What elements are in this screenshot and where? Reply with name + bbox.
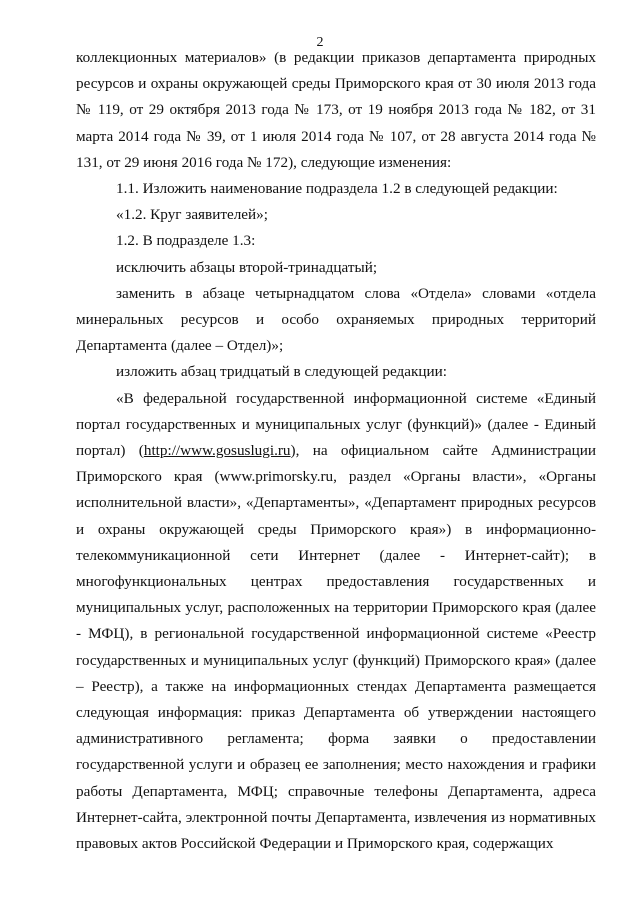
paragraph-new-text-start: «В федеральной государственной информационной системе «Единый портал государственных и муниципальных услуг (функций)» (далее - Единый портал) ( bbox=[76, 389, 596, 460]
paragraph-exclude: исключить абзацы второй-тринадцатый; bbox=[116, 258, 378, 276]
paragraph-new-text-rest: ), на официальном сайте Администрации Приморского края (www.primorsky.ru, раздел «Органы власти», «Органы исполнительной власти», «Департаменты», «Департамент природных ресурсов и охраны окружающей среды Приморского края») в информационно-телекоммуникационной сети Интернет (далее - Интернет-сайт); в многофункциональных центрах предоставления государственных и муниципальных услуг, расположенных на территории Приморского края (далее - МФЦ), в региональной государственной информационной системе «Реестр государственных и муниципальных услуг (функций) Приморского края» (далее – Реестр), а также на информационных стендах Департамента размещается следующая информация: приказ Департамента об утверждении настоящего административного регламента; форма заявки о предоставлении государственной услуги и образец ее заполнения; место нахождения и графики работы Департамента, МФЦ; справочные телефоны Департамента, адреса Интернет-сайта, электронной почты Департамента, извлечения из нормативных правовых актов Российской Федерации и Приморского края, содержащих bbox=[76, 442, 596, 853]
paragraph-restate: изложить абзац тридцатый в следующей редакции: bbox=[116, 363, 447, 381]
paragraph-item-1-1: 1.1. Изложить наименование подраздела 1.2 в следующей редакции: bbox=[116, 180, 558, 198]
paragraph-amendments-intro: коллекционных материалов» (в редакции приказов департамента природных ресурсов и охраны окружающей среды Приморского края от 30 июля 2013 года № 119, от 29 октября 2013 года № 173, от 19 ноября 2013 года № 182, от 31 марта 2014 года № 39, от 1 июля 2014 года № 107, от 28 августа 2014 года № 131, от 29 июня 2016 года № 172), следующие изменения: bbox=[76, 49, 596, 171]
paragraph-new-text bbox=[76, 386, 596, 858]
page-number: 2 bbox=[316, 35, 324, 50]
gosuslugi-link[interactable]: http://www.gosuslugi.ru bbox=[143, 442, 291, 460]
document-body bbox=[76, 45, 596, 857]
paragraph-item-1-2: 1.2. В подразделе 1.3: bbox=[116, 232, 256, 250]
paragraph-new-heading: «1.2. Круг заявителей»; bbox=[116, 206, 268, 224]
paragraph-replace: заменить в абзаце четырнадцатом слова «Отдела» словами «отдела минеральных ресурсов и особо охраняемых природных территорий Департамента (далее – Отдел)»; bbox=[76, 284, 596, 355]
